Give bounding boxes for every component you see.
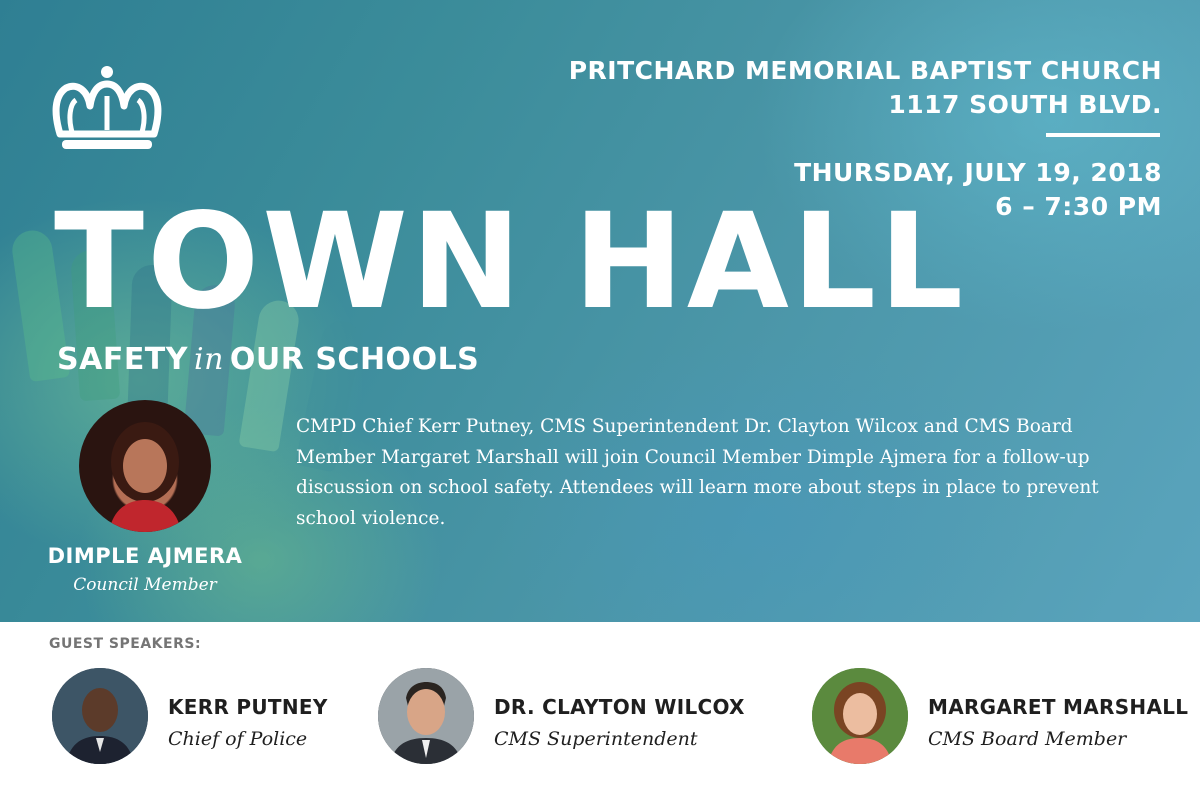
- guest-speakers-label: GUEST SPEAKERS:: [49, 636, 202, 652]
- venue-name: PRITCHARD MEMORIAL BAPTIST CHURCH: [568, 56, 1162, 85]
- host-portrait-icon: [79, 400, 211, 532]
- avatar: [52, 668, 148, 764]
- venue-address: 1117 SOUTH BLVD.: [888, 90, 1162, 119]
- subtitle-connector: in: [194, 342, 224, 377]
- host-avatar: [79, 400, 211, 532]
- speaker-name: KERR PUTNEY: [168, 695, 328, 719]
- divider: [1046, 133, 1160, 137]
- subtitle-part1: SAFETY: [57, 342, 188, 377]
- speaker-portrait-icon: [378, 668, 474, 764]
- speaker-name: DR. CLAYTON WILCOX: [494, 695, 745, 719]
- host-name: DIMPLE AJMERA: [47, 544, 243, 568]
- subtitle-part2: OUR SCHOOLS: [229, 342, 480, 377]
- speaker-name: MARGARET MARSHALL: [928, 695, 1189, 719]
- speaker-role: CMS Board Member: [928, 728, 1127, 750]
- page-title: TOWN HALL: [54, 185, 967, 339]
- event-description: CMPD Chief Kerr Putney, CMS Superintendent Dr. Clayton Wilcox and CMS Board Member Margaret Marshall will join Council Member Dimple Ajmera for a follow-up discussion on school safety. Attendees will learn more about steps in place to prevent school violence.: [296, 416, 1099, 529]
- speaker-portrait-icon: [52, 668, 148, 764]
- avatar: [378, 668, 474, 764]
- event-date: THURSDAY, JULY 19, 2018: [794, 158, 1162, 187]
- speaker-role: Chief of Police: [168, 728, 308, 750]
- event-hours: 6 – 7:30 PM: [995, 192, 1162, 221]
- speaker-portrait-icon: [812, 668, 908, 764]
- avatar: [812, 668, 908, 764]
- speaker-role: CMS Superintendent: [494, 728, 698, 750]
- crown-icon: [52, 64, 162, 156]
- subtitle: [57, 340, 479, 380]
- host-role: Council Member: [73, 575, 217, 595]
- venue-info: [569, 54, 1162, 122]
